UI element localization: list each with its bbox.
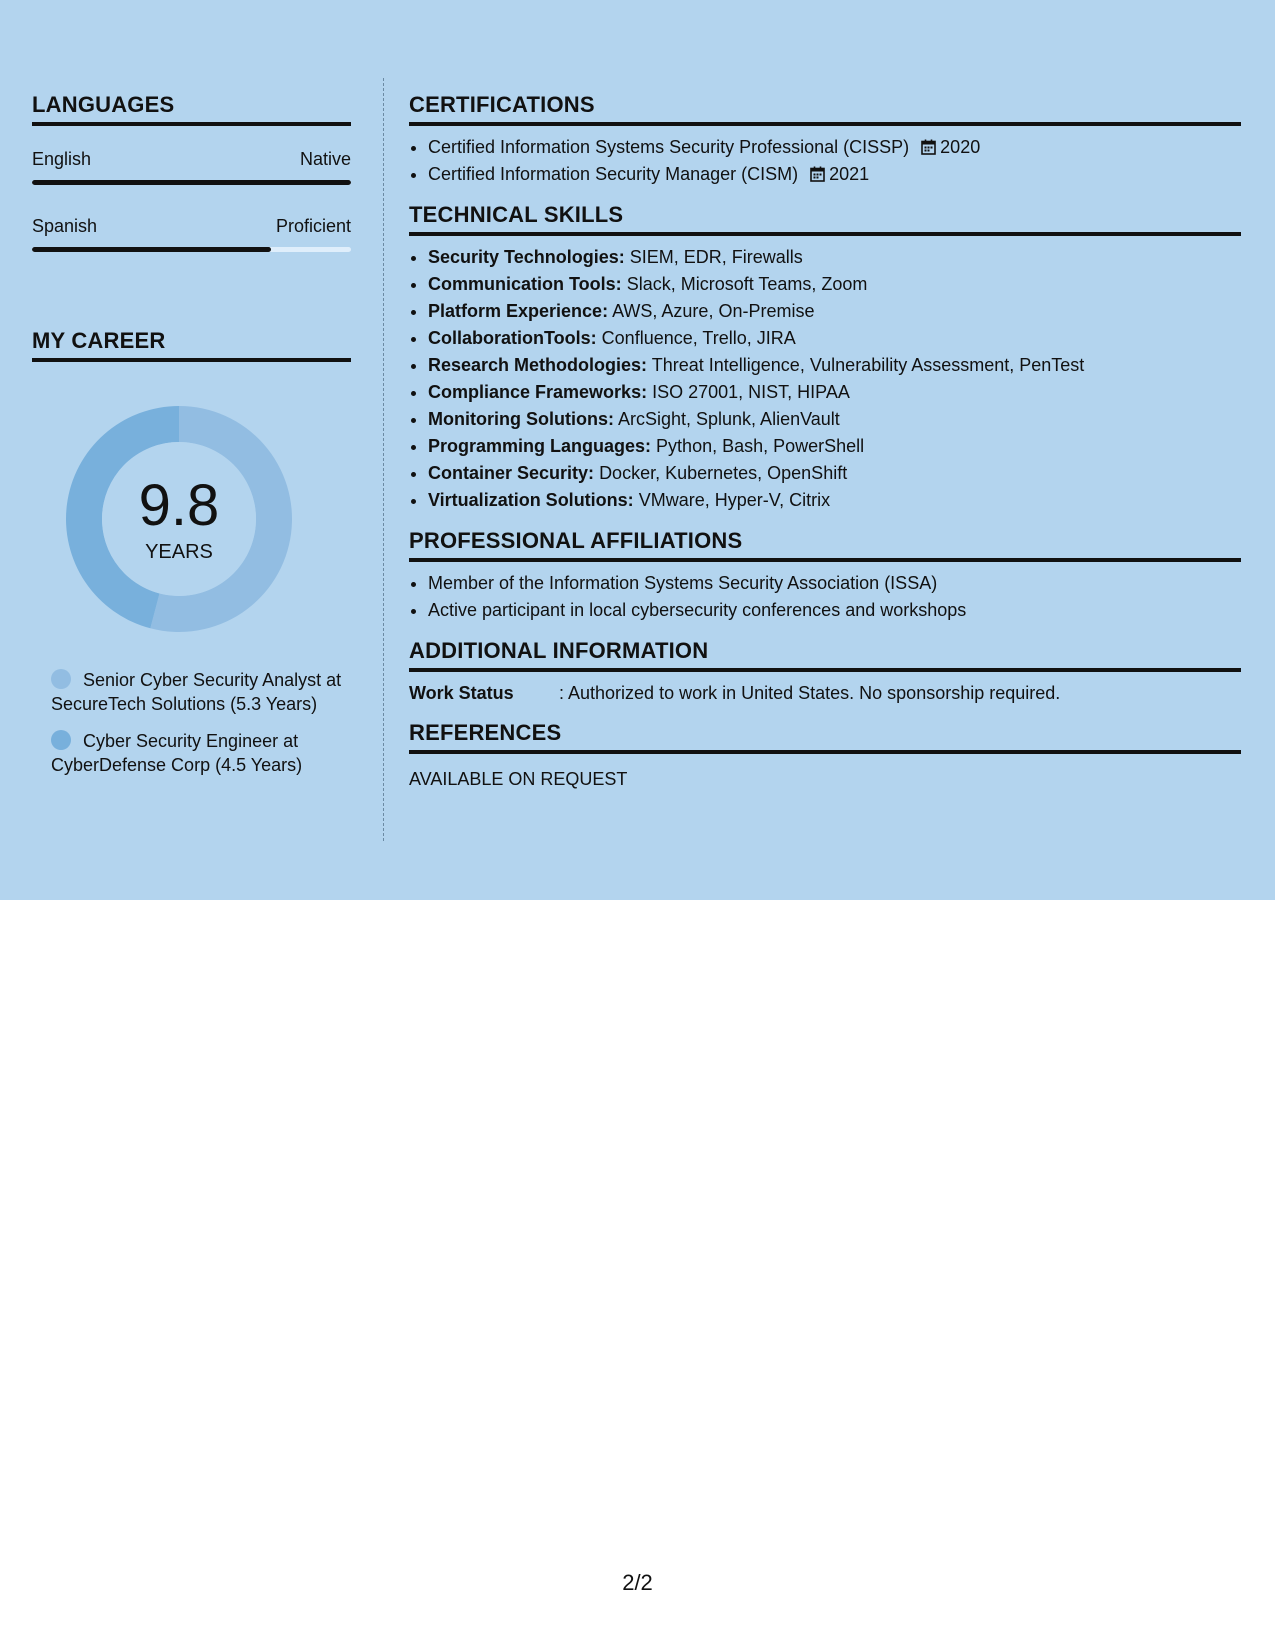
legend-dot-icon	[51, 669, 71, 689]
references-heading: REFERENCES	[409, 720, 1241, 754]
skill-label: Research Methodologies:	[428, 355, 648, 375]
skill-value: AWS, Azure, On-Premise	[612, 301, 815, 321]
skill-value: ArcSight, Splunk, AlienVault	[617, 409, 840, 429]
certification-name: Certified Information Security Manager (CISM)	[428, 164, 799, 184]
affiliations-section	[409, 528, 1241, 624]
certification-year: 2020	[940, 137, 981, 157]
language-level: Proficient	[275, 216, 351, 236]
skill-value: Python, Bash, PowerShell	[656, 436, 865, 456]
donut-center	[66, 406, 292, 632]
skill-label: Communication Tools:	[428, 274, 622, 294]
skill-item	[428, 433, 1241, 460]
certifications-section	[409, 92, 1241, 188]
skill-item	[428, 244, 1241, 271]
skill-value: ISO 27001, NIST, HIPAA	[652, 382, 850, 402]
career-legend	[32, 668, 351, 777]
career-heading: MY CAREER	[32, 328, 351, 362]
career-position-text: Senior Cyber Security Analyst at SecureTech Solutions (5.3 Years)	[51, 670, 342, 714]
language-proficiency-bar	[32, 247, 351, 252]
skill-item	[428, 379, 1241, 406]
column-divider	[383, 78, 384, 841]
affiliations-heading: PROFESSIONAL AFFILIATIONS	[409, 528, 1241, 562]
skill-label: Security Technologies:	[428, 247, 625, 267]
language-proficiency-fill	[32, 180, 351, 185]
references-section	[409, 720, 1241, 792]
skill-value: Docker, Kubernetes, OpenShift	[599, 463, 848, 483]
skill-item	[428, 487, 1241, 514]
right-column	[409, 92, 1241, 792]
skill-value: Confluence, Trello, JIRA	[601, 328, 796, 348]
additional-info-section	[409, 638, 1241, 706]
certification-year: 2021	[829, 164, 870, 184]
calendar-icon	[921, 139, 936, 155]
left-column	[32, 92, 351, 790]
career-legend-item	[51, 668, 351, 716]
certification-item	[428, 161, 1241, 188]
career-legend-item	[51, 729, 351, 777]
skill-value: Slack, Microsoft Teams, Zoom	[626, 274, 868, 294]
skill-label: Compliance Frameworks:	[428, 382, 648, 402]
skill-item	[428, 298, 1241, 325]
skill-label: Virtualization Solutions:	[428, 490, 634, 510]
skill-item	[428, 271, 1241, 298]
language-name: English	[32, 149, 92, 169]
work-status-label: Work Status	[409, 683, 514, 703]
work-status-row	[409, 680, 1241, 706]
skill-item	[428, 352, 1241, 379]
skill-item	[428, 460, 1241, 487]
additional-info-heading: ADDITIONAL INFORMATION	[409, 638, 1241, 672]
certification-item	[428, 134, 1241, 161]
languages-heading: LANGUAGES	[32, 92, 351, 126]
language-proficiency-fill	[32, 247, 271, 252]
career-donut-chart	[66, 406, 292, 632]
affiliation-item: • Member of the Information Systems Security Association (ISSA)	[428, 570, 1241, 597]
work-status-value: : Authorized to work in United States. No sponsorship required.	[559, 683, 1061, 703]
references-text: AVAILABLE ON REQUEST	[409, 769, 628, 789]
language-item	[32, 148, 351, 185]
skill-item	[428, 325, 1241, 352]
skill-label: CollaborationTools:	[428, 328, 597, 348]
skill-label: Programming Languages:	[428, 436, 652, 456]
skill-value: Threat Intelligence, Vulnerability Assessment, PenTest	[651, 355, 1085, 375]
page-number: 2/2	[622, 1570, 653, 1595]
skill-label: Platform Experience:	[428, 301, 609, 321]
technical-skills-heading: TECHNICAL SKILLS	[409, 202, 1241, 236]
skill-value: VMware, Hyper-V, Citrix	[638, 490, 831, 510]
language-proficiency-bar	[32, 180, 351, 185]
language-name: Spanish	[32, 216, 98, 236]
skill-label: Container Security:	[428, 463, 595, 483]
skill-item	[428, 406, 1241, 433]
technical-skills-section	[409, 202, 1241, 514]
calendar-icon	[810, 166, 825, 182]
career-total-years: 9.8	[138, 473, 220, 538]
career-position-text: Cyber Security Engineer at CyberDefense Corp (4.5 Years)	[51, 731, 303, 775]
certification-name: Certified Information Systems Security Professional (CISSP)	[428, 137, 910, 157]
language-level: Native	[299, 149, 351, 169]
skill-label: Monitoring Solutions:	[428, 409, 614, 429]
career-total-unit: YEARS	[145, 541, 213, 563]
certifications-heading: CERTIFICATIONS	[409, 92, 1241, 126]
affiliation-item: • Active participant in local cybersecurity conferences and workshops	[428, 597, 1241, 624]
language-item	[32, 215, 351, 252]
skill-value: SIEM, EDR, Firewalls	[629, 247, 803, 267]
legend-dot-icon	[51, 730, 71, 750]
